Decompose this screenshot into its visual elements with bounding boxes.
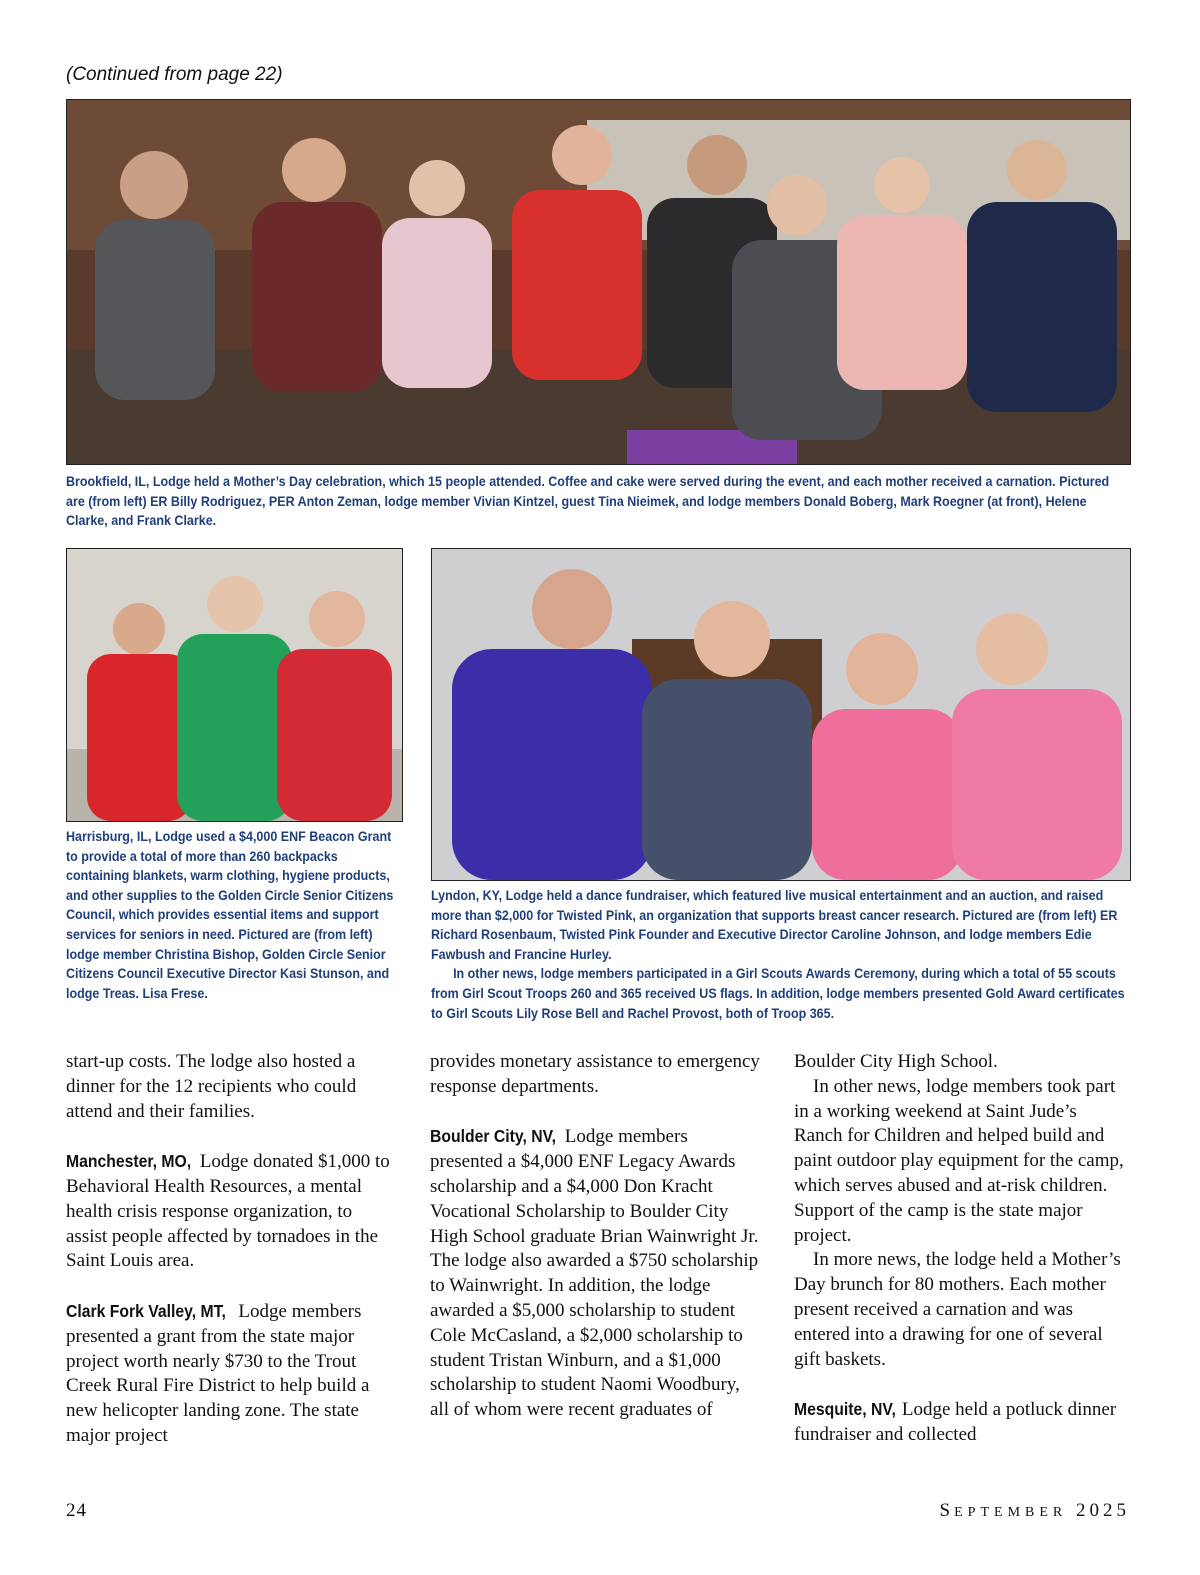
mesquite-lead: Mesquite, NV,	[794, 1399, 896, 1420]
lyndon-caption-text-2: In other news, lodge members participated in a Girl Scouts Awards Ceremony, during which a total of 55 scouts from Girl Scout Troops 260 and 365 received US flags. In addition, lodge members presented Gold Award certificates to Girl Scouts Lily Rose Bell and Rachel Provost, both of Troop 365.	[431, 966, 1125, 1021]
boulder-city-lead: Boulder City, NV,	[430, 1126, 557, 1147]
mesquite-paragraph	[794, 1397, 1130, 1448]
lyndon-place: Lyndon, KY,	[431, 888, 503, 903]
saint-jude-paragraph: In other news, lodge members took part in a working weekend at Saint Jude’s Ranch for Children and helped build and paint outdoor play equipment for the camp, which serves abused and at-risk children. Support of the camp is the state major project.	[794, 1075, 1124, 1246]
harrisburg-caption	[66, 827, 402, 1003]
brookfield-place: Brookfield, IL,	[66, 474, 150, 489]
article-column-2	[430, 1050, 760, 1423]
manchester-text: Lodge donated $1,000 to Behavioral Health Resources, a mental health crisis response organization, to assist people affected by tornadoes in the Saint Louis area.	[66, 1151, 390, 1272]
boulder-city-paragraph	[430, 1124, 760, 1423]
clark-fork-text: Lodge members presented a grant from the state major project worth nearly $730 to the Trout Creek Rural Fire District to help build a new helicopter landing zone. The state major project	[66, 1300, 370, 1446]
harrisburg-place: Harrisburg, IL,	[66, 829, 152, 844]
issue-year: 2025	[1076, 1500, 1130, 1521]
clark-fork-lead: Clark Fork Valley, MT,	[66, 1300, 226, 1321]
col3-continuation: Boulder City High School.	[794, 1051, 998, 1072]
lyndon-caption	[431, 886, 1126, 1023]
harrisburg-caption-text: Lodge used a $4,000 ENF Beacon Grant to provide a total of more than 260 backpacks containing blankets, warm clothing, hygiene products, and other supplies to the Golden Circle Senior Citizens Council, which provides essential items and support services for seniors in need. Pictured are (from left) lodge member Christina Bishop, Golden Circle Senior Citizens Council Executive Director Kasi Stunson, and lodge Treas. Lisa Frese.	[66, 829, 394, 1001]
manchester-paragraph	[66, 1149, 398, 1274]
manchester-lead: Manchester, MO,	[66, 1151, 192, 1172]
lyndon-group-photo	[431, 548, 1131, 881]
boulder-city-text: Lodge members presented a $4,000 ENF Legacy Awards scholarship and a $4,000 Don Kracht Vocational Scholarship to Boulder City High School graduate Brian Wainwright Jr. The lodge also awarded a $750 scholarship to Wainwright. In addition, the lodge awarded a $5,000 scholarship to student Cole McCasland, a $2,000 scholarship to student Tristan Winburn, and a $1,000 scholarship to student Naomi Woodbury, all of whom were recent graduates of	[430, 1126, 759, 1421]
article-column-3	[794, 1050, 1130, 1448]
col2-continuation: provides monetary assistance to emergency response departments.	[430, 1051, 760, 1097]
issue-date	[940, 1500, 1130, 1522]
issue-month-initial: S	[939, 1500, 955, 1521]
harrisburg-group-photo	[66, 548, 403, 822]
continued-note: (Continued from page 22)	[66, 64, 283, 85]
mothers-day-brunch-paragraph: In more news, the lodge held a Mother’s Day brunch for 80 mothers. Each mother present received a carnation and was entered into a drawing for one of several gift baskets.	[794, 1249, 1121, 1370]
lyndon-caption-text: Lodge held a dance fundraiser, which featured live musical entertainment and an auction, and raised more than $2,000 for Twisted Pink, an organization that supports breast cancer research. Pictured are (from left) ER Richard Rosenbaum, Twisted Pink Founder and Executive Director Caroline Johnson, and lodge members Edie Fawbush and Francine Hurley.	[431, 888, 1118, 962]
brookfield-group-photo	[66, 99, 1131, 465]
article-column-1	[66, 1050, 398, 1449]
page-number: 24	[66, 1500, 87, 1521]
mesquite-text: Lodge held a potluck dinner fundraiser and collected	[794, 1399, 1117, 1445]
clark-fork-paragraph	[66, 1299, 398, 1449]
issue-month-rest: EPTEMBER	[954, 1505, 1068, 1520]
brookfield-caption-text: Lodge held a Mother’s Day celebration, which 15 people attended. Coffee and cake were served during the event, and each mother received a carnation. Pictured are (from left) ER Billy Rodriguez, PER Anton Zeman, lodge member Vivian Kintzel, guest Tina Nieimek, and lodge members Donald Boberg, Mark Roegner (at front), Helene Clarke, and Frank Clarke.	[66, 474, 1110, 529]
brookfield-caption	[66, 472, 1124, 531]
col1-continuation: start-up costs. The lodge also hosted a dinner for the 12 recipients who could attend and their families.	[66, 1051, 357, 1122]
